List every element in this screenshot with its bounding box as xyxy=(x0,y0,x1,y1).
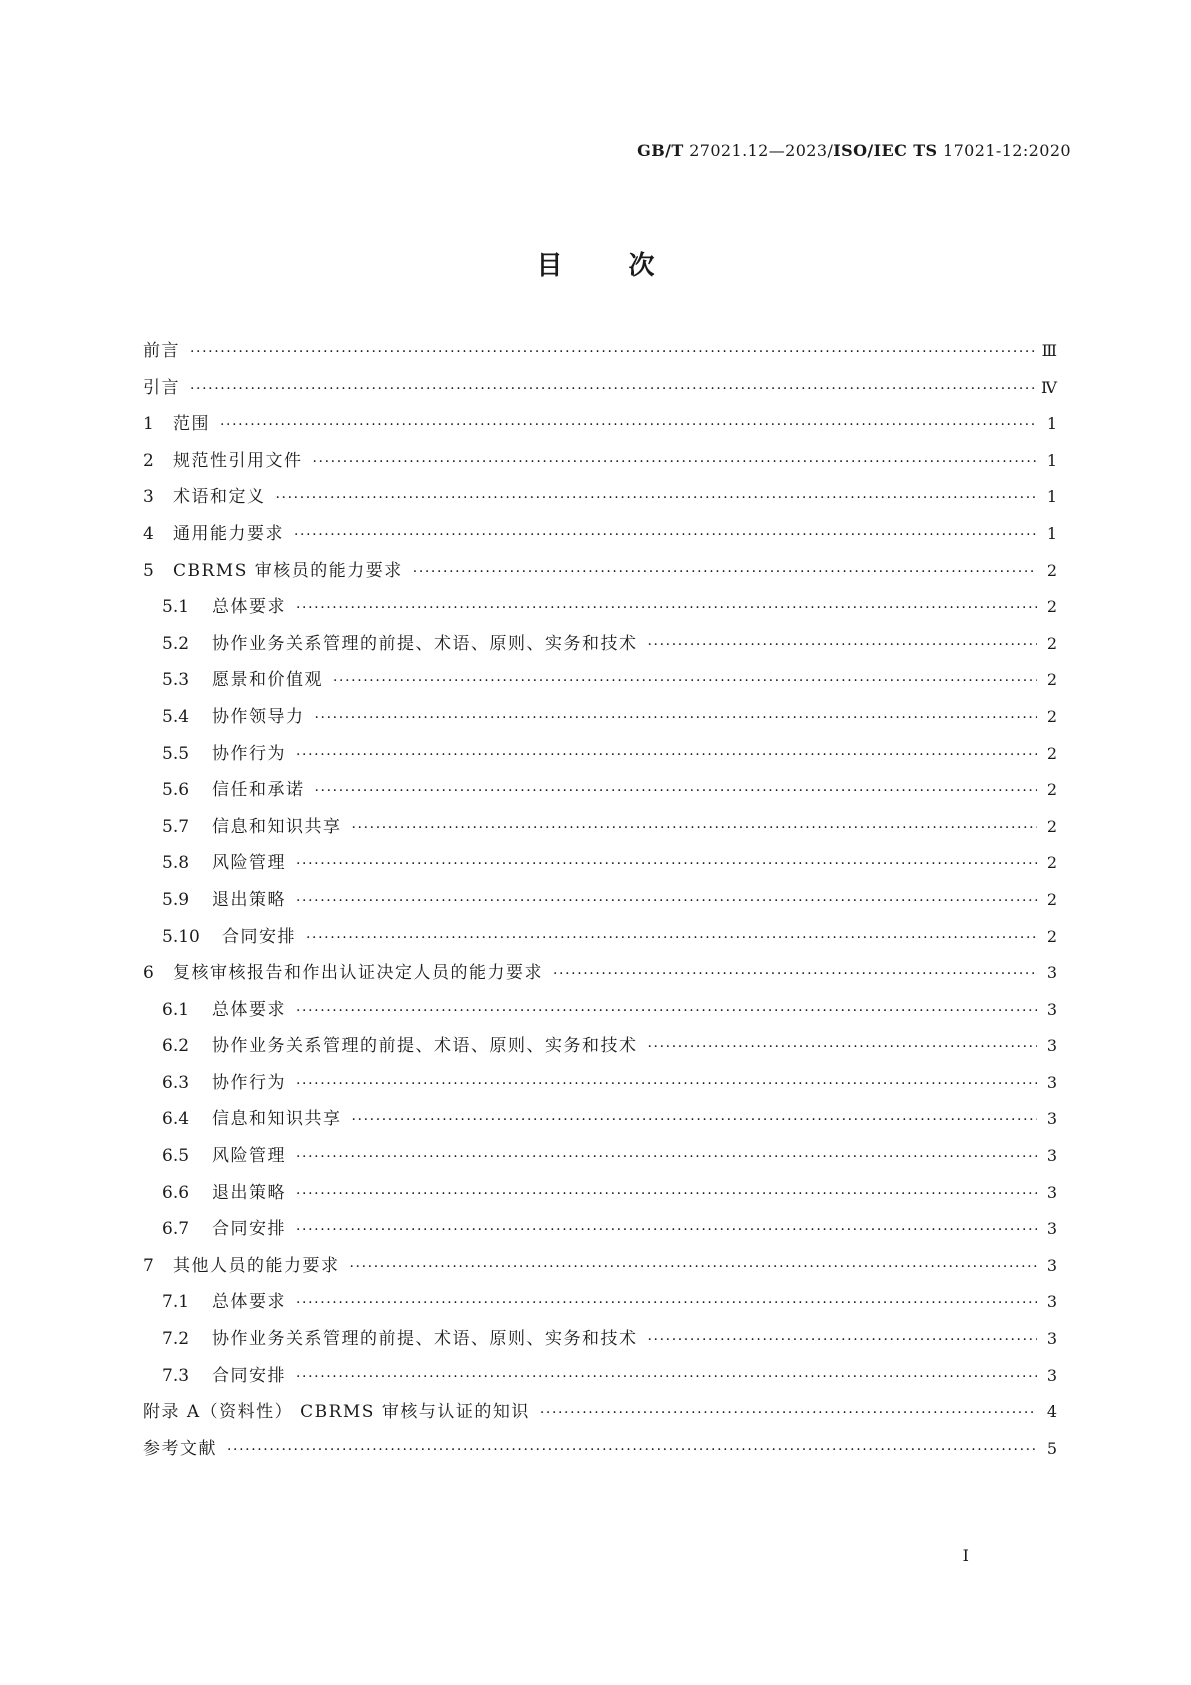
toc-entry[interactable] xyxy=(143,1365,1057,1402)
toc-entry-title: 前言 xyxy=(143,341,180,361)
toc-entry[interactable] xyxy=(143,669,1057,706)
toc-entry-page: 3 xyxy=(1046,1329,1057,1349)
toc-entry-page: 2 xyxy=(1046,816,1057,836)
toc-entry-title: 复核审核报告和作出认证决定人员的能力要求 xyxy=(173,963,543,984)
toc-dot-leader xyxy=(648,634,1038,656)
toc-entry-page: 2 xyxy=(1046,597,1057,617)
toc-entry-title: 信息和知识共享 xyxy=(212,816,342,837)
toc-entry-number: 5.5 xyxy=(162,743,190,764)
toc-entry-number: 7.2 xyxy=(162,1329,190,1350)
toc-entry-page: 3 xyxy=(1046,1182,1057,1202)
iso-number: 17021-12:2020 xyxy=(943,141,1071,160)
toc-dot-leader xyxy=(413,561,1037,583)
toc-dot-leader xyxy=(333,670,1037,692)
toc-entry[interactable] xyxy=(143,1255,1057,1292)
toc-entry-page: 3 xyxy=(1046,963,1057,983)
toc-entry-number: 6 xyxy=(143,963,154,984)
toc-entry-page: 2 xyxy=(1046,743,1057,763)
toc-entry-page: 2 xyxy=(1046,853,1057,873)
toc-entry-number: 6.1 xyxy=(162,999,190,1020)
toc-entry[interactable] xyxy=(143,560,1057,597)
toc-entry[interactable] xyxy=(143,486,1057,523)
toc-entry-number: 4 xyxy=(143,523,154,544)
toc-entry-page: 2 xyxy=(1046,560,1057,580)
toc-entry[interactable] xyxy=(143,1035,1057,1072)
toc-entry[interactable] xyxy=(143,743,1057,780)
toc-entry[interactable] xyxy=(143,1108,1057,1145)
toc-dot-leader xyxy=(352,1109,1038,1131)
toc-entry-page: 1 xyxy=(1046,487,1057,507)
toc-entry-number: 3 xyxy=(143,487,154,508)
toc-entry-number: 6.4 xyxy=(162,1109,190,1130)
toc-dot-leader xyxy=(296,1073,1037,1095)
toc-dot-leader xyxy=(315,707,1038,729)
toc-entry-number: 5.3 xyxy=(162,670,190,691)
toc-entry-page: 4 xyxy=(1046,1402,1057,1422)
toc-entry-page: 2 xyxy=(1046,889,1057,909)
toc-entry-page: 3 xyxy=(1046,1036,1057,1056)
toc-entry-title: 退出策略 xyxy=(212,889,286,910)
toc-entry-number: 2 xyxy=(143,450,154,471)
toc-entry[interactable] xyxy=(143,1438,1057,1475)
toc-entry-number: 5.4 xyxy=(162,706,190,727)
toc-dot-leader xyxy=(553,963,1037,985)
toc-entry[interactable] xyxy=(143,633,1057,670)
toc-entry-number: 5.2 xyxy=(162,633,190,654)
toc-entry-title: 总体要求 xyxy=(212,597,286,618)
toc-entry[interactable] xyxy=(143,523,1057,560)
toc-dot-leader xyxy=(296,1146,1037,1168)
toc-entry-page: 3 xyxy=(1046,1219,1057,1239)
toc-entry-page: 2 xyxy=(1046,926,1057,946)
toc-dot-leader xyxy=(296,597,1037,619)
toc-entry[interactable] xyxy=(143,596,1057,633)
toc-entry[interactable] xyxy=(143,1182,1057,1219)
toc-entry-title: 协作业务关系管理的前提、术语、原则、实务和技术 xyxy=(212,1036,638,1057)
toc-entry-page: 1 xyxy=(1046,523,1057,543)
toc-entry-title: 信息和知识共享 xyxy=(212,1109,342,1130)
toc-entry-title: 协作业务关系管理的前提、术语、原则、实务和技术 xyxy=(212,633,638,654)
toc-entry-title: 总体要求 xyxy=(212,999,286,1020)
toc-entry-number: 6.7 xyxy=(162,1219,190,1240)
toc-entry[interactable] xyxy=(143,816,1057,853)
toc-entry-page: 3 xyxy=(1046,1255,1057,1275)
toc-entry-title: 范围 xyxy=(173,414,210,435)
toc-entry-title: 合同安排 xyxy=(212,1365,286,1386)
toc-entry-page: Ⅲ xyxy=(1041,341,1057,360)
toc-entry-number: 5.10 xyxy=(162,926,200,947)
toc-entry-number: 6.5 xyxy=(162,1146,190,1167)
toc-entry-title: 协作业务关系管理的前提、术语、原则、实务和技术 xyxy=(212,1329,638,1350)
page-title: 目次 xyxy=(536,251,721,281)
toc-entry-page: 3 xyxy=(1046,1072,1057,1092)
toc-entry-page: 3 xyxy=(1046,999,1057,1019)
toc-entry-title: 通用能力要求 xyxy=(173,523,284,544)
toc-entry-page: 2 xyxy=(1046,670,1057,690)
toc-entry-number: 5.8 xyxy=(162,853,190,874)
toc-dot-leader xyxy=(296,1292,1037,1314)
toc-dot-leader xyxy=(294,524,1037,546)
toc-entry-number: 7 xyxy=(143,1255,154,1276)
toc-entry[interactable] xyxy=(143,852,1057,889)
toc-entry-title: 风险管理 xyxy=(212,1146,286,1167)
toc-entry-title: 愿景和价值观 xyxy=(212,670,323,691)
toc-entry-number: 6.3 xyxy=(162,1072,190,1093)
toc-dot-leader xyxy=(352,817,1038,839)
toc-entry-page: 1 xyxy=(1046,450,1057,470)
toc-entry[interactable] xyxy=(143,779,1057,816)
toc-dot-leader xyxy=(648,1329,1038,1351)
toc-entry[interactable] xyxy=(143,413,1057,450)
toc-dot-leader xyxy=(220,414,1037,436)
toc-entry-page: 2 xyxy=(1046,780,1057,800)
toc-entry-title: 信任和承诺 xyxy=(212,780,305,801)
toc-dot-leader xyxy=(296,744,1037,766)
toc-entry-number: 1 xyxy=(143,414,154,435)
toc-dot-leader xyxy=(296,1000,1037,1022)
toc-entry-title: 总体要求 xyxy=(212,1292,286,1313)
table-of-contents xyxy=(143,340,1057,1474)
toc-dot-leader xyxy=(296,1219,1037,1241)
toc-dot-leader xyxy=(296,890,1037,912)
toc-dot-leader xyxy=(540,1402,1037,1424)
toc-dot-leader xyxy=(190,378,1035,400)
toc-entry[interactable] xyxy=(143,1145,1057,1182)
toc-entry[interactable] xyxy=(143,377,1057,414)
toc-entry-page: 3 xyxy=(1046,1365,1057,1385)
toc-entry[interactable] xyxy=(143,450,1057,487)
toc-entry-page: 2 xyxy=(1046,706,1057,726)
toc-dot-leader xyxy=(227,1439,1037,1461)
toc-dot-leader xyxy=(315,780,1038,802)
toc-entry[interactable] xyxy=(143,999,1057,1036)
toc-entry[interactable] xyxy=(143,1072,1057,1109)
toc-entry-title: 合同安排 xyxy=(222,926,296,947)
toc-dot-leader xyxy=(296,1366,1037,1388)
toc-entry-number: 6.2 xyxy=(162,1036,190,1057)
toc-dot-leader xyxy=(276,487,1038,509)
toc-entry-page: 3 xyxy=(1046,1292,1057,1312)
toc-entry-title: CBRMS 审核员的能力要求 xyxy=(173,560,403,581)
toc-entry-number: 5.7 xyxy=(162,816,190,837)
toc-entry-number: 5.6 xyxy=(162,780,190,801)
toc-entry-title: 风险管理 xyxy=(212,853,286,874)
standard-number: 27021.12—2023/ xyxy=(689,141,834,160)
toc-entry[interactable] xyxy=(143,1328,1057,1365)
toc-dot-leader xyxy=(296,853,1037,875)
toc-entry-page: 3 xyxy=(1046,1146,1057,1166)
toc-entry[interactable] xyxy=(143,340,1057,377)
toc-entry[interactable] xyxy=(143,889,1057,926)
toc-entry-title: 参考文献 xyxy=(143,1438,217,1459)
standard-prefix: GB/T xyxy=(637,141,684,160)
iso-prefix: ISO/IEC TS xyxy=(833,141,938,160)
toc-entry-number: 5.1 xyxy=(162,597,190,618)
toc-entry-number: 5.9 xyxy=(162,889,190,910)
toc-entry[interactable] xyxy=(143,962,1057,999)
toc-entry-page: 1 xyxy=(1046,414,1057,434)
toc-entry-page: Ⅳ xyxy=(1041,377,1057,397)
toc-dot-leader xyxy=(190,341,1036,363)
toc-entry-title: 附录 A（资料性） CBRMS 审核与认证的知识 xyxy=(143,1402,530,1423)
toc-entry-number: 6.6 xyxy=(162,1182,190,1203)
toc-entry-title: 术语和定义 xyxy=(173,487,266,508)
toc-dot-leader xyxy=(306,927,1037,949)
toc-entry[interactable] xyxy=(143,1401,1057,1438)
toc-entry-page: 3 xyxy=(1046,1109,1057,1129)
toc-entry[interactable] xyxy=(143,1291,1057,1328)
toc-entry-number: 5 xyxy=(143,560,154,581)
toc-entry[interactable] xyxy=(143,926,1057,963)
page-number: Ⅰ xyxy=(962,1546,969,1565)
toc-entry[interactable] xyxy=(143,706,1057,743)
toc-entry-title: 引言 xyxy=(143,377,180,398)
toc-dot-leader xyxy=(296,1183,1037,1205)
toc-entry-title: 协作行为 xyxy=(212,1072,286,1093)
toc-entry-title: 规范性引用文件 xyxy=(173,450,303,471)
standard-header xyxy=(637,141,1071,160)
toc-dot-leader xyxy=(648,1036,1038,1058)
toc-entry-title: 退出策略 xyxy=(212,1182,286,1203)
toc-entry-page: 2 xyxy=(1046,633,1057,653)
toc-dot-leader xyxy=(313,451,1038,473)
toc-entry-number: 7.3 xyxy=(162,1365,190,1386)
toc-entry-page: 5 xyxy=(1046,1438,1057,1458)
toc-entry-title: 协作领导力 xyxy=(212,706,305,727)
toc-entry[interactable] xyxy=(143,1218,1057,1255)
toc-entry-title: 合同安排 xyxy=(212,1219,286,1240)
toc-entry-title: 协作行为 xyxy=(212,743,286,764)
toc-entry-title: 其他人员的能力要求 xyxy=(173,1255,340,1276)
toc-dot-leader xyxy=(350,1256,1038,1278)
toc-entry-number: 7.1 xyxy=(162,1292,190,1313)
